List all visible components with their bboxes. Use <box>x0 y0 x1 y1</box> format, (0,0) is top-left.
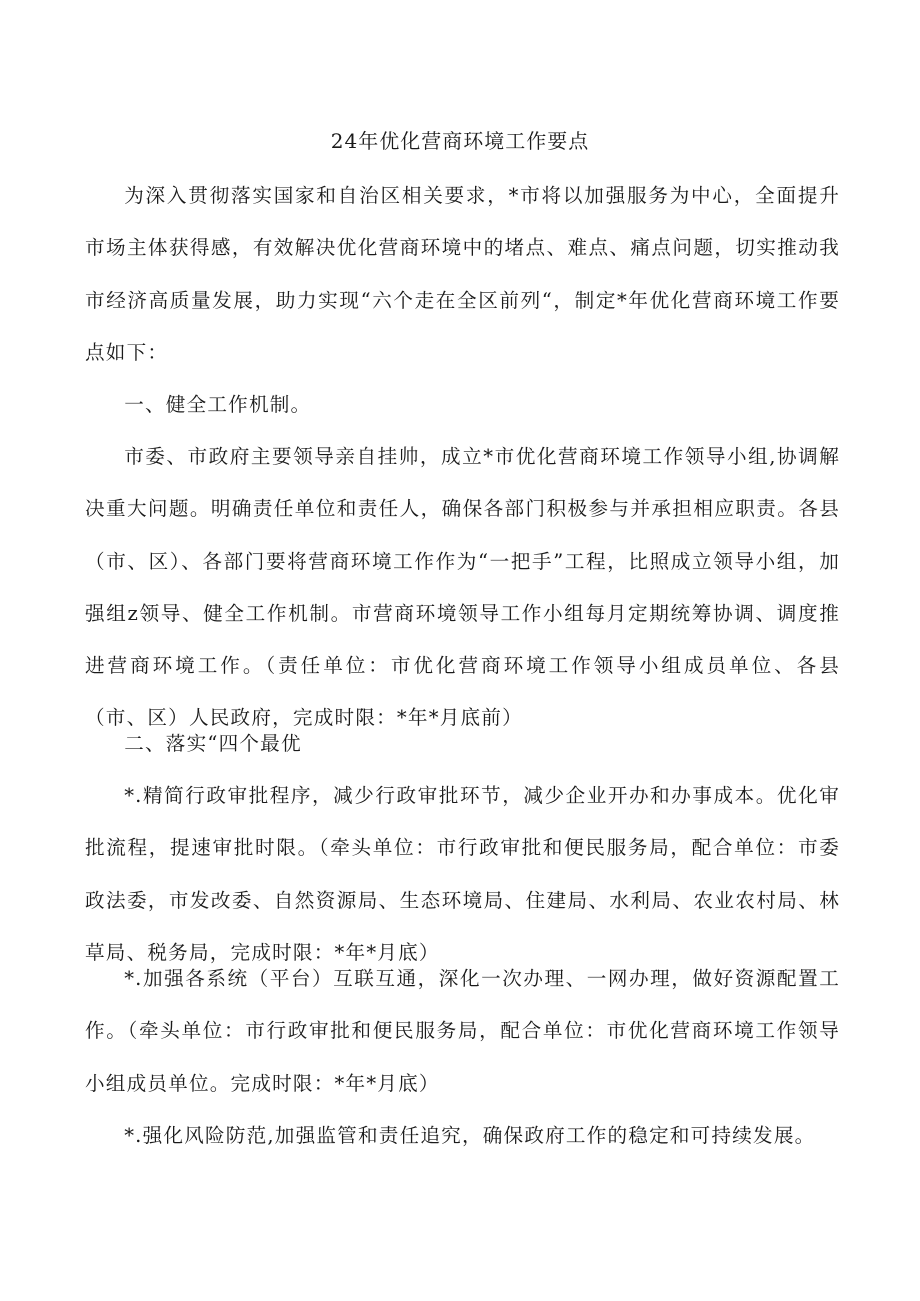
intro-paragraph: 为深入贯彻落实国家和自治区相关要求，*市将以加强服务为中心，全面提升市场主体获得感，有效解决优化营商环境中的堵点、难点、痛点问题，切实推动我市经济高质量发展，助力实现“六个走在全区前列“，制定*年优化营商环境工作要点如下： <box>85 184 840 364</box>
section-1-body: 市委、市政府主要领导亲自挂帅，成立*市优化营商环境工作领导小组,协调解决重大问题。明确责任单位和责任人，确保各部门积极参与并承担相应职责。各县（市、区）、各部门要将营商环境工作作为“一把手”工程，比照成立领导小组，加强组z领导、健全工作机制。市营商环境领导工作小组每月定期统筹协调、调度推进营商环境工作。（责任单位：市优化营商环境工作领导小组成员单位、各县（市、区）人民政府，完成时限：*年*月底前） <box>85 445 840 730</box>
section-heading-2: 二、落实“四个最优 <box>124 732 302 755</box>
document-title: 24年优化营商环境工作要点 <box>330 129 590 153</box>
section-2-item-3: *.强化风险防范,加强监管和责任追究，确保政府工作的稳定和可持续发展。 <box>124 1124 816 1147</box>
section-2-item-2: *.加强各系统（平台）互联互通，深化一次办理、一网办理，做好资源配置工作。（牵头单位：市行政审批和便民服务局，配合单位：市优化营商环境工作领导小组成员单位。完成时限：*年*月底） <box>85 967 840 1095</box>
section-2-item-1: *.精简行政审批程序，减少行政审批环节，减少企业开办和办事成本。优化审批流程，提速审批时限。（牵头单位：市行政审批和便民服务局，配合单位：市委政法委，市发改委、自然资源局、生态环境局、住建局、水利局、农业农村局、林草局、税务局，完成时限：*年*月底） <box>85 784 840 964</box>
section-heading-1: 一、健全工作机制。 <box>124 393 312 416</box>
